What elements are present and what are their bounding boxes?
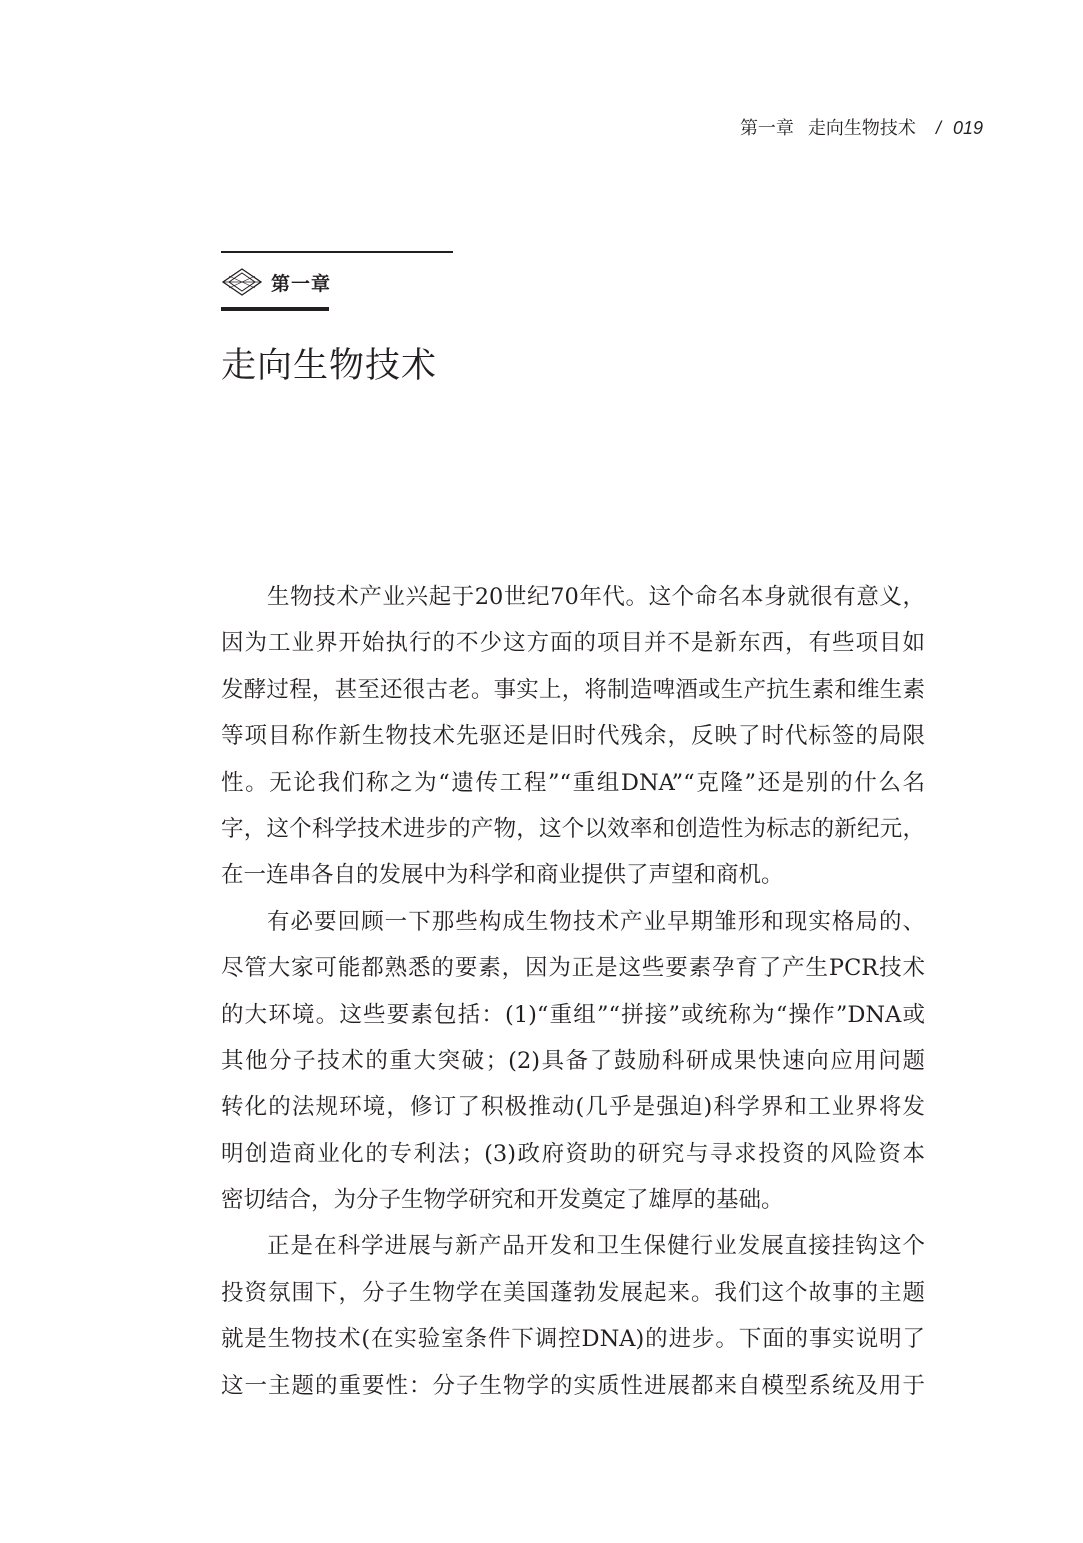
text-line: 明创造商业化的专利法；(3)政府资助的研究与寻求投资的风险资本 <box>221 1140 925 1167</box>
paragraph-3 <box>221 1223 925 1409</box>
chapter-diamond-icon <box>221 267 263 297</box>
chapter-label: 第一章 <box>271 273 332 295</box>
chapter-label-underline <box>221 307 329 311</box>
text-line: 正是在科学进展与新产品开发和卫生保健行业发展直接挂钩这个 <box>267 1233 925 1260</box>
chapter-top-rule <box>221 251 453 253</box>
text-line: 投资氛围下，分子生物学在美国蓬勃发展起来。我们这个故事的主题 <box>221 1279 925 1306</box>
text-line: 密切结合，为分子生物学研究和开发奠定了雄厚的基础。 <box>221 1187 784 1214</box>
text-line: 发酵过程，甚至还很古老。事实上，将制造啤酒或生产抗生素和维生素 <box>221 676 925 703</box>
body-text <box>221 574 925 1409</box>
text-line: 的大环境。这些要素包括：(1)“重组”“拼接”或统称为“操作”DNA或 <box>221 1001 925 1028</box>
chapter-title: 走向生物技术 <box>221 346 438 386</box>
text-line: 生物技术产业兴起于20世纪70年代。这个命名本身就很有意义， <box>267 584 925 610</box>
running-header <box>740 116 983 140</box>
paragraph-2 <box>221 899 925 1224</box>
text-line: 这一主题的重要性：分子生物学的实质性进展都来自模型系统及用于 <box>221 1372 925 1399</box>
text-line: 字，这个科学技术进步的产物，这个以效率和创造性为标志的新纪元， <box>221 815 925 842</box>
running-header-separator: / <box>935 118 941 138</box>
text-line: 性。无论我们称之为“遗传工程”“重组DNA”“克隆”还是别的什么名 <box>221 769 925 796</box>
chapter-badge <box>221 264 331 300</box>
text-line: 尽管大家可能都熟悉的要素，因为正是这些要素孕育了产生PCR技术 <box>221 955 925 982</box>
page-number: 019 <box>952 118 983 138</box>
text-line: 有必要回顾一下那些构成生物技术产业早期雏形和现实格局的、 <box>267 908 925 935</box>
paragraph-1 <box>221 574 925 899</box>
text-line: 就是生物技术(在实验室条件下调控DNA)的进步。下面的事实说明了 <box>221 1326 925 1353</box>
text-line: 因为工业界开始执行的不少这方面的项目并不是新东西，有些项目如 <box>221 630 925 657</box>
text-line: 其他分子技术的重大突破；(2)具备了鼓励科研成果快速向应用问题 <box>221 1047 925 1074</box>
text-line: 转化的法规环境，修订了积极推动(几乎是强迫)科学界和工业界将发 <box>221 1094 925 1121</box>
text-line: 等项目称作新生物技术先驱还是旧时代残余，反映了时代标签的局限 <box>221 723 925 750</box>
text-line: 在一连串各自的发展中为科学和商业提供了声望和商机。 <box>221 862 784 889</box>
running-header-chapter-name: 走向生物技术 <box>807 118 916 138</box>
running-header-chapter: 第一章 <box>739 118 794 138</box>
